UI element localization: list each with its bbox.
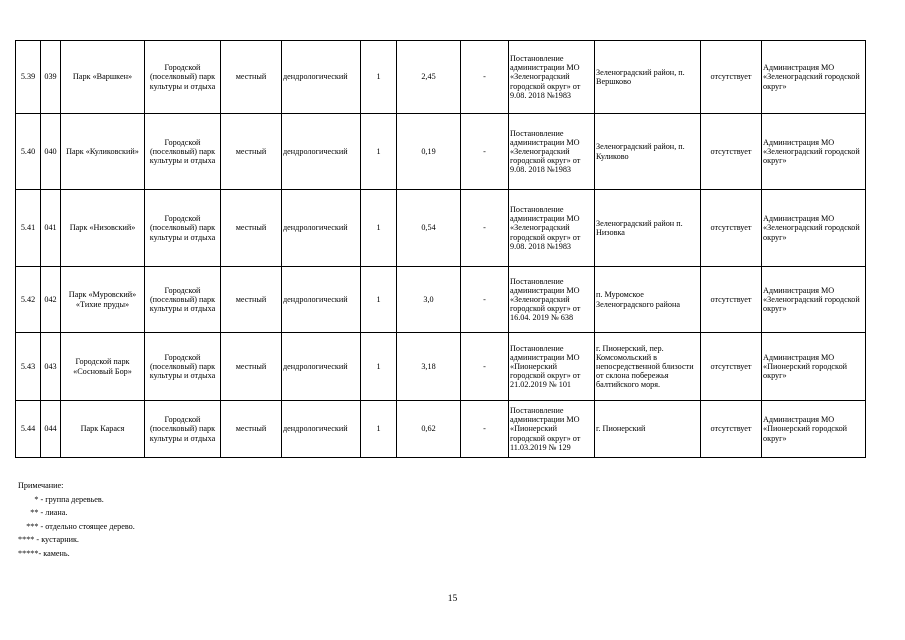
decree-document-cell: Постановление администрации МО «Зеленоградский городской округ» от 16.04. 2019 № 638 bbox=[509, 267, 595, 333]
location-cell: г. Пионерский bbox=[595, 401, 701, 458]
location-cell: Зеленоградский район, п. Куликово bbox=[595, 114, 701, 190]
decree-document-cell: Постановление администрации МО «Зеленоградский городской округ» от 9.08. 2018 №1983 bbox=[509, 41, 595, 114]
object-code-cell: 040 bbox=[41, 114, 61, 190]
status-cell: отсутствует bbox=[701, 41, 762, 114]
notes bbox=[18, 479, 135, 560]
object-code-cell: 041 bbox=[41, 190, 61, 267]
count-cell: 1 bbox=[361, 267, 397, 333]
status-cell: отсутствует bbox=[701, 401, 762, 458]
table-row bbox=[16, 333, 866, 401]
note-item: * - группа деревьев. bbox=[18, 494, 104, 504]
park-name-cell: Парк «Варшкен» bbox=[61, 41, 145, 114]
park-type-cell: Городской (поселковый) парк культуры и отдыха bbox=[145, 333, 221, 401]
object-code-cell: 039 bbox=[41, 41, 61, 114]
row-number-cell: 5.42 bbox=[16, 267, 41, 333]
count-cell: 1 bbox=[361, 190, 397, 267]
dash-cell-cell: - bbox=[461, 401, 509, 458]
park-type-cell: Городской (поселковый) парк культуры и отдыха bbox=[145, 114, 221, 190]
profile-type-cell: дендрологический bbox=[282, 333, 361, 401]
count-cell: 1 bbox=[361, 401, 397, 458]
park-type-cell: Городской (поселковый) парк культуры и отдыха bbox=[145, 190, 221, 267]
owner-cell: Администрация МО «Зеленоградский городской округ» bbox=[762, 41, 866, 114]
park-type-cell: Городской (поселковый) парк культуры и отдыха bbox=[145, 401, 221, 458]
status-cell: отсутствует bbox=[701, 114, 762, 190]
owner-cell: Администрация МО «Зеленоградский городской округ» bbox=[762, 267, 866, 333]
dash-cell-cell: - bbox=[461, 333, 509, 401]
decree-document-cell: Постановление администрации МО «Пионерский городской округ» от 21.02.2019 № 101 bbox=[509, 333, 595, 401]
notes-title: Примечание: bbox=[18, 481, 64, 490]
significance-level-cell: местный bbox=[221, 401, 282, 458]
significance-level-cell: местный bbox=[221, 333, 282, 401]
count-cell: 1 bbox=[361, 333, 397, 401]
decree-document-cell: Постановление администрации МО «Зеленоградский городской округ» от 9.08. 2018 №1983 bbox=[509, 114, 595, 190]
area-cell: 3,0 bbox=[397, 267, 461, 333]
location-cell: п. Муромское Зеленоградского района bbox=[595, 267, 701, 333]
row-number-cell: 5.41 bbox=[16, 190, 41, 267]
table-row bbox=[16, 190, 866, 267]
object-code-cell: 042 bbox=[41, 267, 61, 333]
note-item: *** - отдельно стоящее дерево. bbox=[18, 521, 135, 531]
park-name-cell: Парк «Куликовский» bbox=[61, 114, 145, 190]
significance-level-cell: местный bbox=[221, 267, 282, 333]
note-item: **** - кустарник. bbox=[18, 535, 79, 544]
owner-cell: Администрация МО «Пионерский городской округ» bbox=[762, 401, 866, 458]
significance-level-cell: местный bbox=[221, 190, 282, 267]
dash-cell-cell: - bbox=[461, 190, 509, 267]
table-row bbox=[16, 267, 866, 333]
location-cell: г. Пионерский, пер. Комсомольский в непосредственной близости от склона побережья балтийского моря. bbox=[595, 333, 701, 401]
area-cell: 2,45 bbox=[397, 41, 461, 114]
park-type-cell: Городской (поселковый) парк культуры и отдыха bbox=[145, 41, 221, 114]
area-cell: 3,18 bbox=[397, 333, 461, 401]
location-cell: Зеленоградский район п. Низовка bbox=[595, 190, 701, 267]
table-row bbox=[16, 41, 866, 114]
note-item: ** - лиана. bbox=[18, 508, 68, 517]
park-name-cell: Парк «Муровский» «Тихие пруды» bbox=[61, 267, 145, 333]
status-cell: отсутствует bbox=[701, 267, 762, 333]
status-cell: отсутствует bbox=[701, 333, 762, 401]
table-row bbox=[16, 401, 866, 458]
profile-type-cell: дендрологический bbox=[282, 114, 361, 190]
location-cell: Зеленоградский район, п. Вершково bbox=[595, 41, 701, 114]
row-number-cell: 5.40 bbox=[16, 114, 41, 190]
row-number-cell: 5.44 bbox=[16, 401, 41, 458]
area-cell: 0,54 bbox=[397, 190, 461, 267]
note-item: *****- камень. bbox=[18, 548, 70, 558]
profile-type-cell: дендрологический bbox=[282, 267, 361, 333]
decree-document-cell: Постановление администрации МО «Зеленоградский городской округ» от 9.08. 2018 №1983 bbox=[509, 190, 595, 267]
owner-cell: Администрация МО «Зеленоградский городской округ» bbox=[762, 114, 866, 190]
profile-type-cell: дендрологический bbox=[282, 41, 361, 114]
park-name-cell: Парк Карася bbox=[61, 401, 145, 458]
area-cell: 0,19 bbox=[397, 114, 461, 190]
object-code-cell: 044 bbox=[41, 401, 61, 458]
row-number-cell: 5.43 bbox=[16, 333, 41, 401]
row-number-cell: 5.39 bbox=[16, 41, 41, 114]
profile-type-cell: дендрологический bbox=[282, 401, 361, 458]
area-cell: 0,62 bbox=[397, 401, 461, 458]
page-number: 15 bbox=[447, 594, 458, 604]
significance-level-cell: местный bbox=[221, 41, 282, 114]
table-row bbox=[16, 114, 866, 190]
dash-cell-cell: - bbox=[461, 41, 509, 114]
owner-cell: Администрация МО «Пионерский городской округ» bbox=[762, 333, 866, 401]
registry-table bbox=[15, 40, 866, 458]
significance-level-cell: местный bbox=[221, 114, 282, 190]
profile-type-cell: дендрологический bbox=[282, 190, 361, 267]
count-cell: 1 bbox=[361, 114, 397, 190]
park-name-cell: Городской парк «Сосновый Бор» bbox=[61, 333, 145, 401]
park-name-cell: Парк «Низовский» bbox=[61, 190, 145, 267]
count-cell: 1 bbox=[361, 41, 397, 114]
dash-cell-cell: - bbox=[461, 114, 509, 190]
status-cell: отсутствует bbox=[701, 190, 762, 267]
dash-cell-cell: - bbox=[461, 267, 509, 333]
owner-cell: Администрация МО «Зеленоградский городской округ» bbox=[762, 190, 866, 267]
park-type-cell: Городской (поселковый) парк культуры и отдыха bbox=[145, 267, 221, 333]
decree-document-cell: Постановление администрации МО «Пионерский городской округ» от 11.03.2019 № 129 bbox=[509, 401, 595, 458]
object-code-cell: 043 bbox=[41, 333, 61, 401]
